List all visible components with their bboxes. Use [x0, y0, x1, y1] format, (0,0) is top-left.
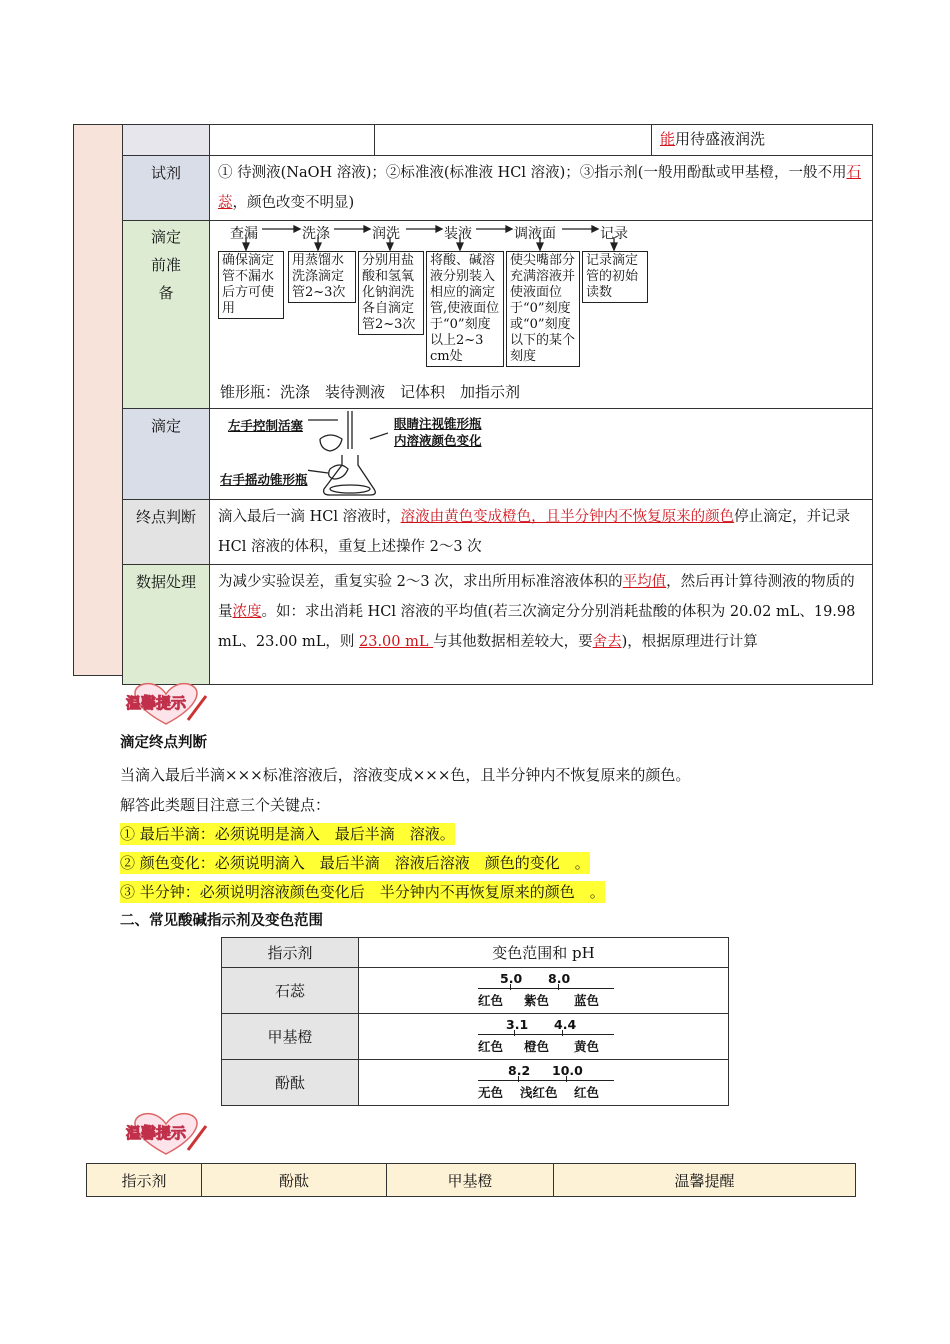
prep-box-leak: 确保滴定管不漏水后方可使用	[218, 251, 284, 319]
reagent-text: ① 待测液(NaOH 溶液)；②标准液(标准液 HCl 溶液)；③指示剂(一般用酚酞或甲基橙，一般不用石蕊，颜色改变不明显)	[210, 156, 873, 221]
range-header: 变色范围和 pH	[359, 938, 729, 968]
left-hand-label: 左手控制活塞	[228, 418, 304, 433]
key-point-1: ① 最后半滴：必须说明是滴入 最后半滴 溶液。	[120, 825, 455, 843]
prep-box-rinse: 分别用盐酸和氢氧化钠润洗各自滴定管2~3次	[358, 251, 424, 335]
key-point-3: ③ 半分钟：必须说明溶液颜色变化后 半分钟内不再恢复原来的颜色 。	[120, 883, 605, 901]
empty-label-cell	[123, 125, 210, 156]
indicator-name: 石蕊	[222, 968, 359, 1014]
prep-cell	[210, 221, 873, 409]
range-scale: 8.2 10.0 无色 浅红色 红色	[359, 1060, 729, 1106]
indicator-table	[221, 937, 729, 1106]
data-text: 为减少实验误差，重复实验 2～3 次，求出所用标准溶液体积的平均值，然后再计算待测液的物质的量浓度。如：求出消耗 HCl 溶液的平均值(若三次滴定分分别消耗盐酸的体积为 20.02 mL、19.98 mL、23.00 mL，则 23.00 mL 与其他数据相差较大，要舍去)，根据原理进行计算	[210, 565, 873, 685]
bottom-header-tip: 温馨提醒	[554, 1164, 856, 1197]
flask-steps: 锥形瓶：洗涤 装待测液 记体积 加指示剂	[220, 383, 521, 401]
indicator-header: 指示剂	[222, 938, 359, 968]
bottom-header-indicator: 指示剂	[87, 1164, 202, 1197]
bottom-header-methyl-orange: 甲基橙	[387, 1164, 554, 1197]
empty-cell-2	[375, 125, 652, 156]
range-scale: 3.1 4.4 红色 橙色 黄色	[359, 1014, 729, 1060]
titration-illustration	[210, 409, 872, 499]
indicator-name: 甲基橙	[222, 1014, 359, 1060]
flask-icon	[308, 409, 388, 499]
step-label: 调液面	[514, 226, 556, 242]
step-label: 记录	[600, 226, 628, 242]
prep-box-level: 使尖嘴部分充满溶液并使液面位于“0”刻度或“0”刻度以下的某个刻度	[506, 251, 580, 367]
step-label: 查漏	[230, 226, 258, 242]
endpoint-text: 滴入最后一滴 HCl 溶液时，溶液由黄色变成橙色，且半分钟内不恢复原来的颜色停止滴定，并记录 HCl 溶液的体积，重复上述操作 2～3 次	[210, 500, 873, 565]
top-row-text: 能用待盛液润洗	[652, 125, 873, 156]
endpoint-line-2: 解答此类题目注意三个关键点：	[120, 796, 331, 814]
side-column	[73, 124, 123, 676]
tip-badge-icon: 温馨提示	[122, 680, 210, 726]
endpoint-section-title: 滴定终点判断	[120, 735, 207, 751]
endpoint-label: 终点判断	[123, 500, 210, 565]
section-2-title: 二、常见酸碱指示剂及变色范围	[120, 913, 323, 929]
reagent-label: 试剂	[123, 156, 210, 221]
prep-flowchart	[210, 221, 872, 408]
empty-cell	[210, 125, 375, 156]
prep-box-wash: 用蒸馏水洗涤滴定管2~3次	[288, 251, 356, 303]
range-scale: 5.0 8.0 红色 紫色 蓝色	[359, 968, 729, 1014]
prep-box-fill: 将酸、碱溶液分别装入相应的滴定管,使液面位于“0”刻度以上2~3 cm处	[426, 251, 504, 367]
step-label: 润洗	[372, 226, 400, 242]
endpoint-line-1: 当滴入最后半滴×××标准溶液后，溶液变成×××色，且半分钟内不恢复原来的颜色。	[120, 766, 691, 784]
prep-label: 滴定前准备	[123, 221, 210, 409]
bottom-table	[86, 1163, 856, 1197]
prep-box-record: 记录滴定管的初始读数	[582, 251, 648, 303]
eye-label: 眼睛注视锥形瓶 内溶液颜色变化	[394, 416, 482, 448]
tip-badge-icon-2: 温馨提示	[122, 1110, 210, 1156]
data-label: 数据处理	[123, 565, 210, 685]
indicator-name: 酚酞	[222, 1060, 359, 1106]
titration-label: 滴定	[123, 409, 210, 500]
key-point-2: ② 颜色变化：必须说明滴入 最后半滴 溶液后溶液 颜色的变化 。	[120, 854, 590, 872]
main-table	[122, 124, 873, 685]
right-hand-label: 右手摇动锥形瓶	[220, 472, 308, 487]
titration-cell	[210, 409, 873, 500]
bottom-header-phenolphthalein: 酚酞	[202, 1164, 387, 1197]
step-label: 洗涤	[302, 226, 330, 242]
step-label: 装液	[444, 226, 472, 242]
